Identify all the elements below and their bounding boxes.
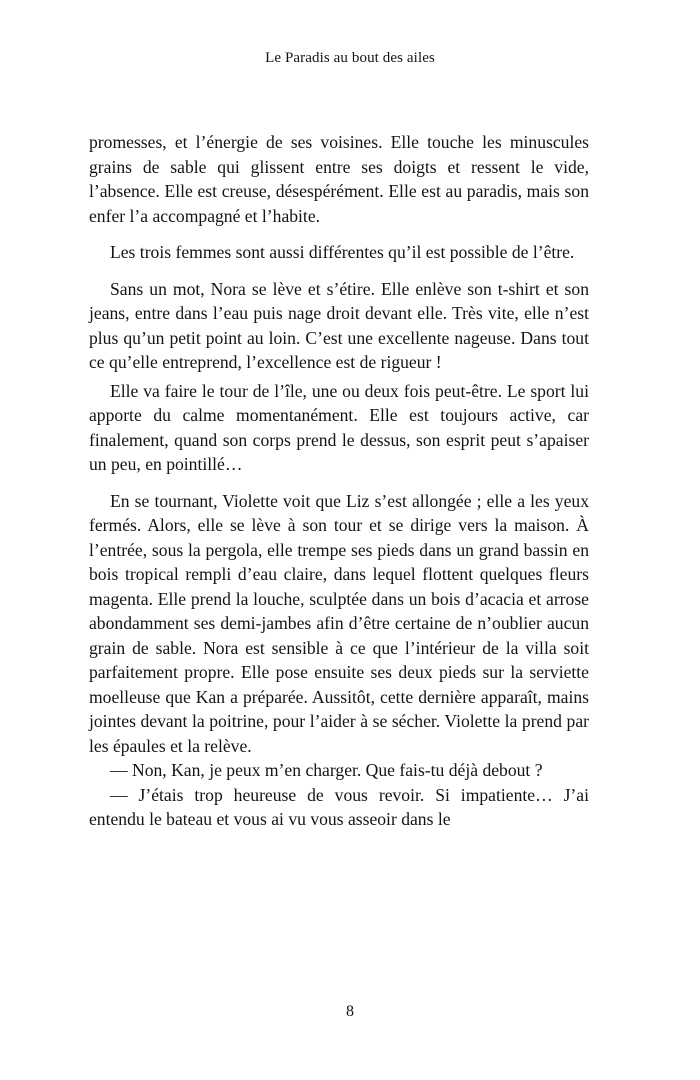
dialogue-line: — J’étais trop heureuse de vous revoir. Si impatiente… J’ai entendu le bateau et vous ai vu vous asseoir dans le <box>89 784 589 829</box>
running-header-title: Le Paradis au bout des ailes <box>265 50 435 66</box>
body-text <box>89 130 589 832</box>
paragraph: Sans un mot, Nora se lève et s’étire. Elle enlève son t-shirt et son jeans, entre dans l’eau puis nage droit devant elle. Très vite, elle n’est plus qu’un petit point au loin. C’est une excellente nageuse. Dans tout ce qu’elle entreprend, l’excellence est de rigueur ! <box>89 278 589 372</box>
paragraph-continuation: promesses, et l’énergie de ses voisines. Elle touche les minuscules grains de sable qui glissent entre ses doigts et ressent le vide, l’absence. Elle est creuse, désespérément. Elle est au paradis, mais son enfer l’a accompagné et l’habite. <box>89 132 589 226</box>
paragraph: Elle va faire le tour de l’île, une ou deux fois peut-être. Le sport lui apporte du calme momentanément. Elle est toujours active, car finalement, quand son corps prend le dessus, son esprit peut s’apaiser un peu, en pointillé… <box>89 380 589 474</box>
paragraph: Les trois femmes sont aussi différentes qu’il est possible de l’être. <box>110 242 575 262</box>
paragraph: En se tournant, Violette voit que Liz s’est allongée ; elle a les yeux fermés. Alors, elle se lève à son tour et se dirige vers la maison. À l’entrée, sous la pergola, elle trempe ses pieds dans un grand bassin en bois tropical rempli d’eau claire, dans lequel flottent quelques fleurs magenta. Elle prend la louche, sculptée dans un bois d’acacia et arrose abondamment ses demi-jambes afin d’être certaine de n’oublier aucun grain de sable. Nora est sensible à ce que l’intérieur de la villa soit parfaitement propre. Elle pose ensuite ses deux pieds sur la serviette moelleuse que Kan a préparée. Aussitôt, cette dernière apparaît, mains jointes devant la poitrine, pour l’aider à se sécher. Violette la prend par les épaules et la relève. <box>89 490 589 756</box>
page-number: 8 <box>346 1003 354 1020</box>
dialogue-line: — Non, Kan, je peux m’en charger. Que fais-tu déjà debout ? <box>110 760 543 780</box>
